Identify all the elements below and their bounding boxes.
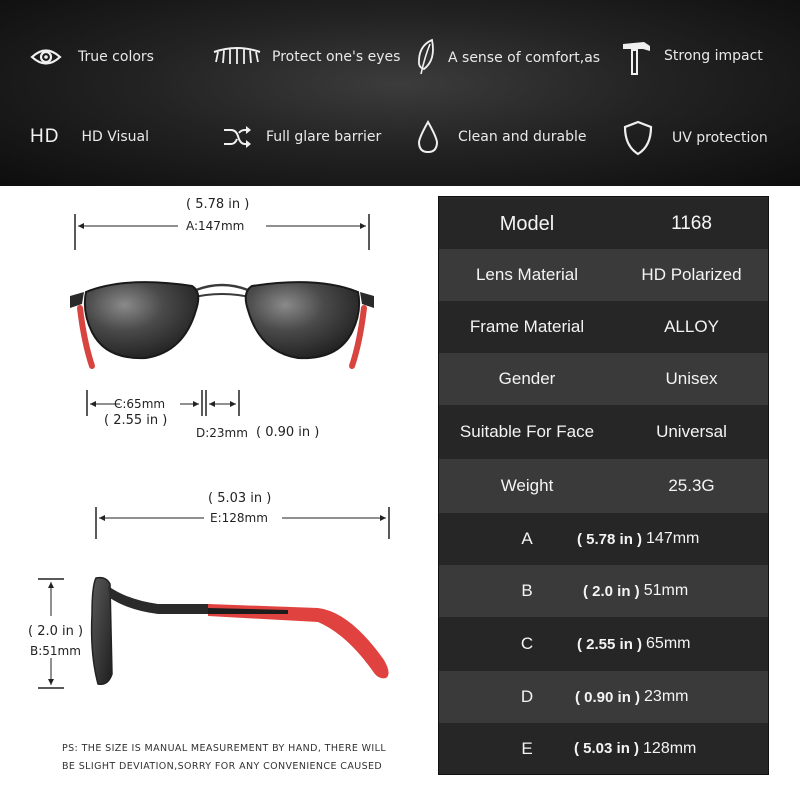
dim-c-inches: ( 2.55 in ) bbox=[104, 413, 168, 428]
measure-mm: 23mm bbox=[644, 688, 689, 705]
feature-label: Full glare barrier bbox=[266, 129, 382, 145]
hd-icon: HD bbox=[30, 126, 60, 147]
dim-e-inches: ( 5.03 in ) bbox=[208, 491, 272, 506]
measure-mm: 128mm bbox=[643, 739, 697, 757]
spec-value: Unisex bbox=[665, 369, 718, 388]
feature-label: Protect one's eyes bbox=[272, 49, 401, 65]
measure-row-d bbox=[439, 671, 768, 723]
spec-row-frame-material bbox=[439, 301, 768, 353]
dim-a-mm: A:147mm bbox=[186, 219, 245, 233]
shield-icon bbox=[622, 120, 654, 156]
feature-label: HD Visual bbox=[81, 129, 150, 145]
measure-row-a bbox=[439, 513, 768, 565]
spec-row-suitable-face bbox=[439, 405, 768, 459]
feature-label: Clean and durable bbox=[458, 129, 587, 145]
measure-mm: 51mm bbox=[643, 582, 689, 599]
measure-row-b bbox=[439, 565, 768, 617]
dim-b-inches: ( 2.0 in ) bbox=[28, 624, 84, 639]
feature-label: Strong impact bbox=[664, 48, 763, 64]
spec-table bbox=[438, 196, 769, 775]
sunglasses-front-image bbox=[66, 262, 378, 374]
measure-inches: ( 2.55 in ) bbox=[577, 635, 643, 653]
feature-comfort bbox=[414, 38, 600, 76]
dim-a-inches: ( 5.78 in ) bbox=[186, 197, 250, 212]
measure-inches: ( 2.0 in ) bbox=[583, 582, 640, 600]
spec-key: Lens Material bbox=[475, 265, 579, 284]
measure-key: B bbox=[521, 581, 533, 600]
dim-d-mm: D:23mm bbox=[196, 426, 248, 440]
shuffle-icon bbox=[222, 124, 252, 150]
measure-key: D bbox=[520, 687, 534, 706]
eye-icon bbox=[30, 44, 62, 70]
feature-label: True colors bbox=[78, 49, 154, 65]
feature-label: UV protection bbox=[672, 130, 768, 146]
spec-row-weight bbox=[439, 459, 768, 513]
spec-row-model bbox=[439, 199, 768, 249]
spec-key: Suitable For Face bbox=[459, 422, 595, 441]
spec-key: Gender bbox=[498, 369, 556, 388]
hammer-icon bbox=[620, 38, 654, 76]
spec-key: Weight bbox=[500, 476, 554, 495]
feature-protect-eyes bbox=[212, 46, 400, 68]
feature-label: A sense of comfort,as bbox=[448, 50, 601, 66]
measure-value bbox=[577, 635, 768, 653]
measure-inches: ( 0.90 in ) bbox=[575, 688, 641, 706]
eyelash-icon bbox=[212, 46, 262, 68]
dim-d-inches: ( 0.90 in ) bbox=[256, 425, 320, 440]
measure-key: A bbox=[521, 529, 533, 548]
measure-inches: ( 5.03 in ) bbox=[574, 740, 640, 757]
measure-value bbox=[583, 582, 768, 600]
feature-hd-visual bbox=[30, 126, 149, 148]
feature-clean-durable bbox=[416, 120, 586, 154]
measure-mm: 147mm bbox=[646, 530, 700, 547]
spec-value: HD Polarized bbox=[641, 265, 742, 284]
feature-glare-barrier bbox=[222, 124, 381, 150]
spec-row-gender bbox=[439, 353, 768, 405]
measure-mm: 65mm bbox=[646, 635, 691, 652]
measure-row-c bbox=[439, 617, 768, 671]
dim-b-mm: B:51mm bbox=[30, 644, 81, 658]
measure-value bbox=[575, 688, 768, 706]
feature-strong-impact bbox=[620, 38, 763, 76]
spec-value: Universal bbox=[656, 422, 727, 441]
feature-true-colors bbox=[30, 44, 154, 70]
spec-key: Model bbox=[499, 212, 555, 235]
disclaimer-line-2: BE SLIGHT DEVIATION,SORRY FOR ANY CONVENIENCE CAUSED bbox=[62, 761, 383, 772]
measure-key: C bbox=[520, 634, 534, 653]
feature-banner bbox=[0, 0, 800, 186]
spec-value: 1168 bbox=[671, 213, 712, 234]
spec-value: ALLOY bbox=[664, 317, 719, 336]
feather-icon bbox=[414, 38, 438, 76]
droplet-icon bbox=[416, 120, 440, 154]
dim-c-mm: C:65mm bbox=[114, 397, 166, 411]
measure-key: E bbox=[521, 738, 533, 758]
sunglasses-side-image bbox=[88, 574, 400, 690]
dim-e-mm: E:128mm bbox=[210, 511, 268, 525]
feature-uv-protection bbox=[622, 120, 768, 156]
spec-value: 25.3G bbox=[668, 476, 715, 495]
measure-value bbox=[574, 740, 768, 758]
measure-value bbox=[577, 530, 768, 548]
measure-row-e bbox=[439, 723, 768, 774]
disclaimer-line-1: PS: THE SIZE IS MANUAL MEASUREMENT BY HAND, THERE WILL bbox=[62, 743, 387, 754]
spec-key: Frame Material bbox=[469, 317, 585, 336]
measure-inches: ( 5.78 in ) bbox=[577, 530, 643, 548]
spec-row-lens-material bbox=[439, 249, 768, 301]
